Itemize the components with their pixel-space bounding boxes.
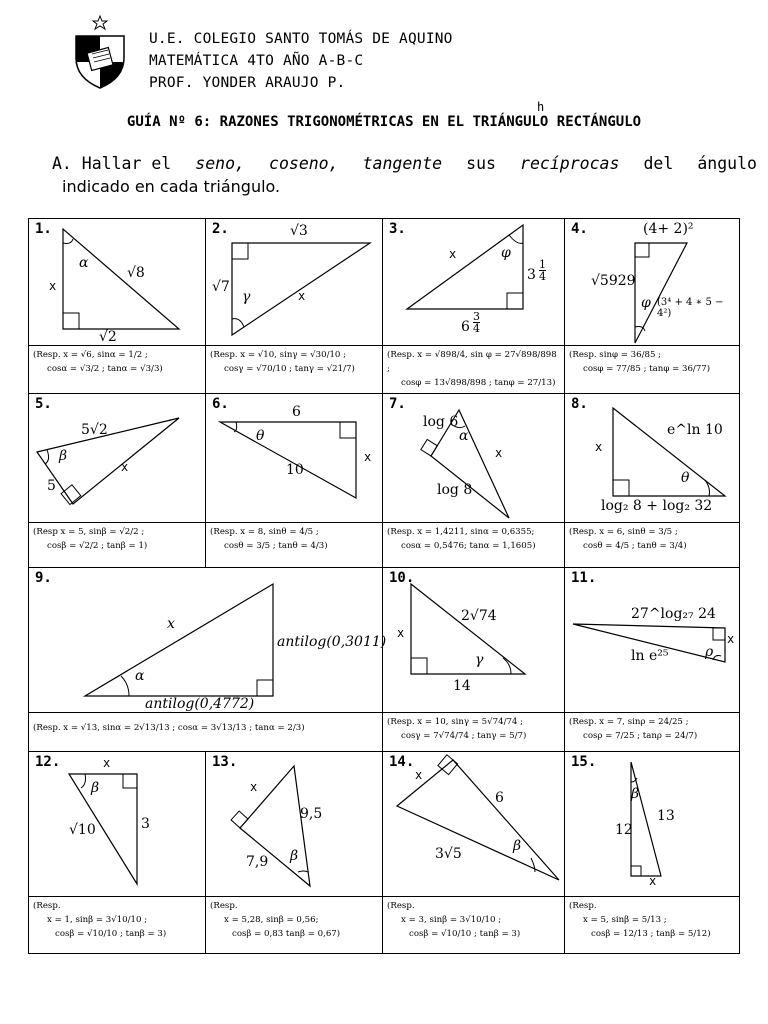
answer-line-2: cosθ = 4/5 ; tanθ = 3/4) <box>583 541 687 551</box>
top-label: 6 <box>292 404 301 420</box>
answer-5 <box>28 522 206 568</box>
answer-line-1: (Resp. x = √6, sinα = 1/2 ; <box>33 350 148 360</box>
problem-9 <box>28 567 387 713</box>
problem-7 <box>382 393 565 523</box>
answer-line-1: (Resp. <box>210 901 238 911</box>
header <box>62 14 742 94</box>
problem-number: 6. <box>212 396 229 412</box>
answer-line-1: (Resp x = 5, sinβ = √2/2 ; <box>33 527 145 537</box>
header-text <box>149 28 453 94</box>
bottom-label: antilog(0,4772) <box>145 696 255 712</box>
angle-label: β <box>513 838 522 854</box>
top-label: e^ln 10 <box>667 422 723 438</box>
answer-line-1: (Resp. x = 10, sinγ = 5√74/74 ; <box>387 717 524 727</box>
answer-line-1: (Resp. <box>569 901 597 911</box>
problem-12 <box>28 751 206 897</box>
left-label: x <box>397 626 405 640</box>
right-num: 1 <box>539 258 546 271</box>
answer-line-1: (Resp. x = 1,4211, sinα = 0,6355; <box>387 527 535 537</box>
answer-line-1: (Resp. x = 7, sinρ = 24/25 ; <box>569 717 689 727</box>
problem-number: 9. <box>35 570 52 586</box>
problem-8 <box>564 393 740 523</box>
answer-line-3: cosβ = 12/13 ; tanβ = 5/12) <box>591 929 711 939</box>
problem-number: 2. <box>212 221 229 237</box>
answer-line-3: cosβ = √10/10 ; tanβ = 3) <box>409 929 521 939</box>
answer-line-2: x = 5,28, sinβ = 0,56; <box>224 915 319 925</box>
triangle-10 <box>383 568 566 714</box>
problem-number: 14. <box>389 754 415 770</box>
answer-line-2: x = 5, sinβ = 5/13 ; <box>583 915 667 925</box>
problem-1 <box>28 218 206 346</box>
answer-line-2: cosα = 0,5476; tanα = 1,1605) <box>401 541 536 551</box>
answer-line-1: (Resp. <box>387 901 415 911</box>
problem-2 <box>205 218 383 346</box>
problem-13 <box>205 751 383 897</box>
angle-label: α <box>135 668 145 684</box>
hyp-label: x <box>495 446 503 460</box>
bottom-label: ln e²⁵ <box>631 648 669 664</box>
instruction-word: recíprocas <box>520 154 620 173</box>
hyp-label: x <box>449 247 457 261</box>
bottom-num: 3 <box>473 310 480 323</box>
answer-line-2: cosγ = √70/10 ; tanγ = √21/7) <box>224 364 355 374</box>
angle-label: γ <box>242 289 251 305</box>
hyp-label: (3⁴ + 4 ∗ 5 − 4²) <box>657 297 724 319</box>
left-label: 3√5 <box>435 846 462 862</box>
angle-label: φ <box>501 245 511 261</box>
course-name: MATEMÁTICA 4TO AÑO A-B-C <box>149 53 364 69</box>
school-name: U.E. COLEGIO SANTO TOMÁS DE AQUINO <box>149 31 453 47</box>
instruction-prefix: A. Hallar el <box>52 154 172 173</box>
answer-line-3: cosβ = 0,83 tanβ = 0,67) <box>232 929 341 939</box>
triangle-5 <box>29 394 207 524</box>
teacher-name: PROF. YONDER ARAUJO P. <box>149 75 346 91</box>
top-label: (4+ 2)² <box>643 221 694 237</box>
angle-label: β <box>631 786 640 802</box>
problem-number: 8. <box>571 396 588 412</box>
answer-line-1: (Resp. x = √10, sinγ = √30/10 ; <box>210 350 347 360</box>
problem-number: 15. <box>571 754 597 770</box>
answer-line-2: cosβ = √2/2 ; tanβ = 1) <box>47 541 148 551</box>
problem-5 <box>28 393 206 523</box>
hyp-label: x <box>121 460 129 474</box>
hyp-label: 2√74 <box>461 608 497 624</box>
top-label: 27^log₂₇ 24 <box>631 606 716 622</box>
instruction-word: tangente <box>362 154 443 173</box>
right-label: x <box>727 632 735 646</box>
problem-6 <box>205 393 383 523</box>
instruction-word: del <box>643 154 674 173</box>
top-label: log 6 <box>423 414 459 430</box>
problem-number: 4. <box>571 221 588 237</box>
triangle-12 <box>29 752 207 898</box>
angle-label: φ <box>641 295 651 311</box>
answer-line-2: cosφ = 77/85 ; tanφ = 36/77) <box>583 364 711 374</box>
left-label: 12 <box>615 822 633 838</box>
angle-label: α <box>79 255 89 271</box>
triangle-13 <box>206 752 384 898</box>
hyp-label: x <box>167 616 175 632</box>
bottom-label: 5 <box>47 478 56 494</box>
left-label: √7 <box>212 279 230 295</box>
bottom-den: 4 <box>473 322 480 335</box>
base-label: √2 <box>99 329 117 345</box>
problem-number: 11. <box>571 570 597 586</box>
answer-2 <box>205 345 383 394</box>
angle-label: γ <box>475 652 484 668</box>
triangle-11 <box>565 568 741 714</box>
instruction-word: ángulo <box>697 154 757 173</box>
bottom-label: x <box>649 874 657 888</box>
angle-label: θ <box>256 428 265 444</box>
right-den: 4 <box>539 270 546 283</box>
bottom-label: log₂ 8 + log₂ 32 <box>601 498 713 514</box>
answer-line-1: (Resp. <box>33 901 61 911</box>
hyp-label: x <box>298 289 306 303</box>
answer-line-2: cosα = √3/2 ; tanα = √3/3) <box>47 364 163 374</box>
answer-line-2: cosγ = 7√74/74 ; tanγ = 5/7) <box>401 731 527 741</box>
right-label: x <box>364 450 372 464</box>
answer-7 <box>382 522 565 568</box>
hyp-label: √8 <box>127 265 145 281</box>
answer-line-1: (Resp. x = √13, sinα = 2√13/13 ; cosα = 3√13/13 ; tanα = 2/3) <box>33 723 305 733</box>
answer-line-1: (Resp. x = 6, sinθ = 3/5 ; <box>569 527 678 537</box>
angle-label: θ <box>681 470 690 486</box>
answer-line-2: cosφ = 13√898/898 ; tanφ = 27/13) <box>401 378 556 388</box>
answer-line-1: (Resp. x = √898/4, sin φ = 27√898/898 ; <box>387 350 557 374</box>
answer-8 <box>564 522 740 568</box>
problem-number: 5. <box>35 396 52 412</box>
answer-line-1: (Resp. sinφ = 36/85 ; <box>569 350 662 360</box>
angle-label: β <box>59 448 68 464</box>
instruction-word: coseno, <box>269 154 339 173</box>
answer-11 <box>564 712 740 752</box>
answer-1 <box>28 345 206 394</box>
problem-10 <box>382 567 565 713</box>
problem-15 <box>564 751 740 897</box>
problems-grid <box>28 218 740 954</box>
right-label: 6 <box>495 790 504 806</box>
top-label: x <box>415 768 423 782</box>
angle-label: ρ <box>705 644 714 660</box>
problem-14 <box>382 751 565 897</box>
left-label: √10 <box>69 822 96 838</box>
instruction-line-2: indicado en cada triángulo. <box>62 177 281 196</box>
answer-9 <box>28 712 383 752</box>
school-logo <box>62 14 138 90</box>
problem-number: 13. <box>212 754 238 770</box>
answer-line-2: cosρ = 7/25 ; tanρ = 24/7) <box>583 731 698 741</box>
left-label: log 8 <box>437 482 473 498</box>
bottom-fraction <box>473 311 480 334</box>
problem-11 <box>564 567 740 713</box>
top-label: √3 <box>290 223 308 239</box>
stray-mark: h <box>537 100 545 114</box>
hyp-label: 10 <box>286 462 304 478</box>
answer-13 <box>205 896 383 954</box>
answer-line-3: cosβ = √10/10 ; tanβ = 3) <box>55 929 167 939</box>
top-label: x <box>103 756 111 770</box>
angle-label: β <box>290 848 299 864</box>
top-label: x <box>250 780 258 794</box>
answer-3 <box>382 345 565 394</box>
answer-12 <box>28 896 206 954</box>
answer-14 <box>382 896 565 954</box>
answer-line-1: (Resp. x = 8, sinθ = 4/5 ; <box>210 527 319 537</box>
problem-3 <box>382 218 565 346</box>
right-label: antilog(0,3011) <box>277 634 387 650</box>
left-label: x <box>595 440 603 454</box>
side-label: x <box>49 279 57 293</box>
right-fraction <box>539 259 546 282</box>
page-title: GUÍA Nº 6: RAZONES TRIGONOMÉTRICAS EN EL TRIÁNGULO RECTÁNGULO <box>126 114 642 130</box>
problem-number: 1. <box>35 221 52 237</box>
triangle-7 <box>383 394 566 524</box>
answer-6 <box>205 522 383 568</box>
right-label: 9,5 <box>300 806 323 822</box>
instruction-word: seno, <box>195 154 245 173</box>
angle-label: α <box>459 428 469 444</box>
angle-label: β <box>91 780 100 796</box>
left-label: 7,9 <box>246 854 269 870</box>
answer-10 <box>382 712 565 752</box>
right-whole: 3 <box>527 267 536 283</box>
top-label: 5√2 <box>81 422 108 438</box>
triangle-14 <box>383 752 566 898</box>
answer-line-2: x = 1, sinβ = 3√10/10 ; <box>47 915 148 925</box>
instruction-word: sus <box>466 154 496 173</box>
answer-4 <box>564 345 740 394</box>
instruction <box>52 152 757 198</box>
right-label: 13 <box>657 808 675 824</box>
problem-number: 12. <box>35 754 61 770</box>
answer-line-2: cosθ = 3/5 ; tanθ = 4/3) <box>224 541 328 551</box>
right-label: 3 <box>141 816 150 832</box>
problem-4 <box>564 218 740 346</box>
answer-15 <box>564 896 740 954</box>
bottom-label: 14 <box>453 678 471 694</box>
problem-number: 3. <box>389 221 406 237</box>
problem-number: 7. <box>389 396 406 412</box>
answer-line-2: x = 3, sinβ = 3√10/10 ; <box>401 915 502 925</box>
left-label: √5929 <box>591 273 636 289</box>
bottom-whole: 6 <box>461 319 470 335</box>
problem-number: 10. <box>389 570 415 586</box>
